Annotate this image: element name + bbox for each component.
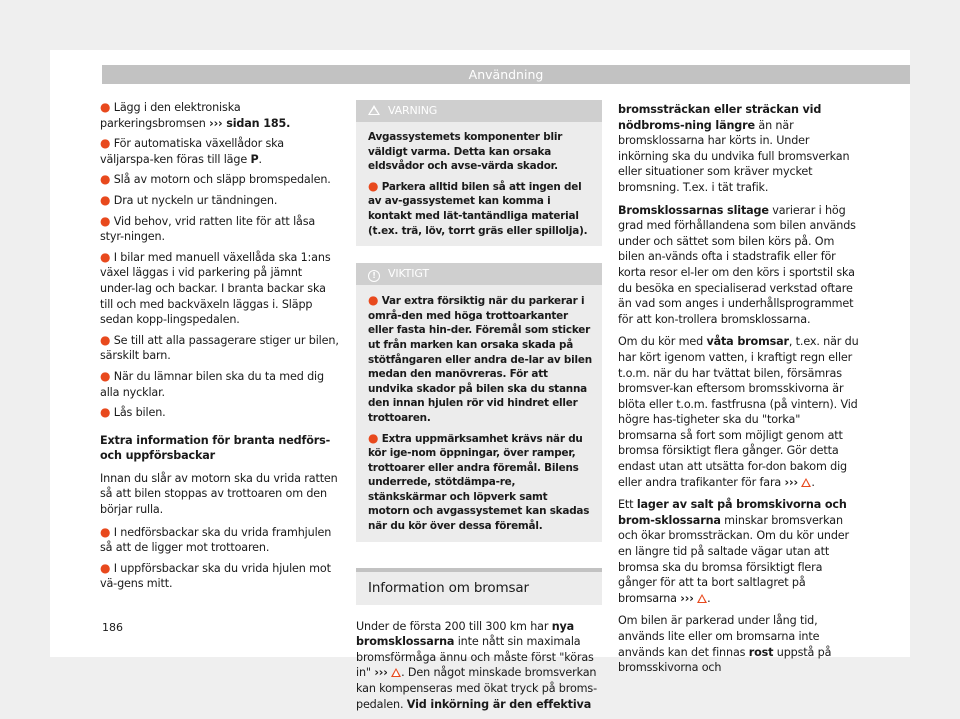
list-item: ● Parkera alltid bilen så att ingen del av av-gassystemet kan komma i kontakt med lät-tantändliga material (t.ex. trä, löv, torrt gräs eller spillolja). bbox=[368, 178, 588, 237]
paragraph: Om du kör med våta bromsar, t.ex. när du har kört igenom vatten, i kraftigt regn eller t.o.m. när du har tvättat bilen, försämras bromsver-kan eftersom bromsskivorna är blöta eller t.o.m. fastfrusna (på vintern). Vid högre has-tigheter ska du "torka" bromsarna så fort som möjligt genom att bromsa försiktigt flera gånger. Gör detta endast utan att utsätta for-don bakom dig eller andra trafikanter för fara ››› . bbox=[618, 335, 859, 489]
right-column bbox=[618, 102, 862, 683]
list-item: ● Lås bilen. bbox=[100, 405, 166, 420]
bullet-icon: ● bbox=[100, 136, 111, 151]
paragraph: Om bilen är parkerad under lång tid, används lite eller om bromsarna inte används kan det finnas rost uppstå på bromsskivorna och bbox=[618, 614, 832, 675]
bullet-icon: ● bbox=[100, 405, 111, 420]
bullet-icon: ● bbox=[100, 172, 111, 187]
middle-column bbox=[356, 100, 602, 719]
list-item: ● Se till att alla passagerare stiger ur bilen, särskilt barn. bbox=[100, 332, 339, 363]
reference-arrow[interactable]: ››› bbox=[374, 666, 388, 680]
list-item: ● Lägg i den elektroniska parkeringsbromsen ››› sidan 185. bbox=[100, 100, 291, 130]
list-item: ● Vid behov, vrid ratten lite för att låsa styr-ningen. bbox=[100, 213, 316, 244]
list-item: ● Var extra försiktig när du parkerar i områ-den med höga trottoarkanter eller fasta hin-der. Föremål som sticker ut från marken kan orsaka skada på stötfångaren eller andra de-lar av bilen medan den manövreras. För att undvika skador på bilen ska du stanna den innan hjulen rör vid hindret eller trottoaren. bbox=[368, 293, 592, 424]
list-item: ● I uppförsbackar ska du vrida hjulen mot vä-gens mitt. bbox=[100, 560, 331, 591]
paragraph: Under de första 200 till 300 km har nya bromsklossarna inte nått sin maximala bromsförmåga ännu och måste först "köras in" ››› . Den något minskade bromsverkan kan kompenseras med ökat tryck på broms-pedalen. Vid inkörning är den effektiva bbox=[356, 619, 597, 711]
subheading: Extra information för branta nedförs- och uppförsbackar bbox=[100, 433, 331, 463]
page-number: 186 bbox=[102, 621, 123, 634]
manual-page bbox=[50, 50, 910, 711]
list-item: ● För automatiska växellådor ska väljarspa-ken föras till läge P. bbox=[100, 136, 284, 166]
bullet-icon: ● bbox=[100, 192, 111, 207]
list-item: ● I bilar med manuell växellåda ska 1:ans växel läggas i vid parkering på jämnt under-lag och backar. I branta backar ska till och med backväxeln läggas i. Släpp sedan kopp-lingspedalen. bbox=[100, 249, 331, 327]
bullet-icon: ● bbox=[100, 332, 111, 347]
bullet-icon: ● bbox=[368, 293, 379, 308]
list-item: ● När du lämnar bilen ska du ta med dig alla nycklar. bbox=[100, 368, 324, 399]
bullet-icon: ● bbox=[368, 430, 379, 445]
paragraph: Ett lager av salt på bromskivorna och brom-sklossarna minskar bromsverkan och ökar bromssträckan. Om du kör under en längre tid på saltade vägar utan att bromsa ska du bromsa försiktigt flera gånger för att ta bort saltlagret på bromsarna ››› . bbox=[618, 498, 849, 605]
page-header: Användning bbox=[102, 65, 910, 84]
warning-box-body: Avgassystemets komponenter blir väldigt varma. Detta kan orsaka eldsvådor och avse-värda skador. ● Parkera alltid bilen så att ingen del av av-gassystemet kan komma i kontakt med lät-tantändliga material (t.ex. trä, löv, torrt gräs eller spillolja). bbox=[356, 122, 602, 246]
important-box-body bbox=[356, 285, 602, 542]
warning-triangle-icon bbox=[368, 100, 380, 122]
list-item: ● Extra uppmärksamhet krävs när du kör ige-nom öppningar, över ramper, trottoarer eller andra föremål. Bilens underrede, stötdämpa-re, stänkskärmar och löpverk samt motorn och avgassystemet kan skadas när du kör över dessa föremål. bbox=[368, 430, 590, 533]
important-box bbox=[356, 263, 602, 542]
paragraph: Bromsklossarnas slitage varierar i hög grad med förhållandena som bilen används under och sättet som bilen körs på. Om bilen an-vänds ofta i stadstrafik eller för korta resor el-ler om den körs i sportstil ska du besöka en specialiserad verkstad oftare än vad som anges i underhållsprogrammet för att kon-trollera bromsklossarna. bbox=[618, 203, 856, 326]
paragraph: Innan du slår av motorn ska du vrida ratten så att bilen stoppas av trottoaren om den börjar rulla. bbox=[100, 471, 338, 517]
warning-box-header: VARNING bbox=[356, 100, 602, 122]
warning-box bbox=[356, 100, 602, 246]
bullet-icon: ● bbox=[100, 560, 111, 575]
important-box-header: ! VIKTIGT bbox=[356, 263, 602, 285]
bullet-icon: ● bbox=[100, 100, 111, 114]
bullet-icon: ● bbox=[368, 178, 379, 193]
warning-triangle-icon bbox=[801, 478, 811, 487]
warning-triangle-icon bbox=[391, 668, 401, 677]
left-column bbox=[100, 100, 340, 597]
bullet-icon: ● bbox=[100, 213, 111, 228]
page-reference-link[interactable]: ››› sidan 185 bbox=[209, 116, 287, 130]
bullet-icon: ● bbox=[100, 368, 111, 383]
section-title: Information om bromsar bbox=[356, 568, 602, 605]
bullet-icon: ● bbox=[100, 524, 111, 539]
list-item: ● Dra ut nyckeln ur tändningen. bbox=[100, 192, 278, 207]
info-circle-icon: ! bbox=[368, 263, 380, 285]
reference-arrow[interactable]: ››› bbox=[680, 591, 694, 605]
list-item: ● Slå av motorn och släpp bromspedalen. bbox=[100, 172, 331, 187]
list-item: ● I nedförsbackar ska du vrida framhjulen så att de ligger mot trottoaren. bbox=[100, 524, 332, 555]
warning-triangle-icon bbox=[697, 594, 707, 603]
bullet-icon: ● bbox=[100, 249, 111, 264]
reference-arrow[interactable]: ››› bbox=[784, 475, 798, 489]
paragraph: bromssträckan eller sträckan vid nödbroms-ning längre än när bromsklossarna har körts in. Under inkörning ska du undvika full bromsverkan eller situationer som kräver mycket bromsning. T.ex. i tät trafik. bbox=[618, 103, 850, 194]
